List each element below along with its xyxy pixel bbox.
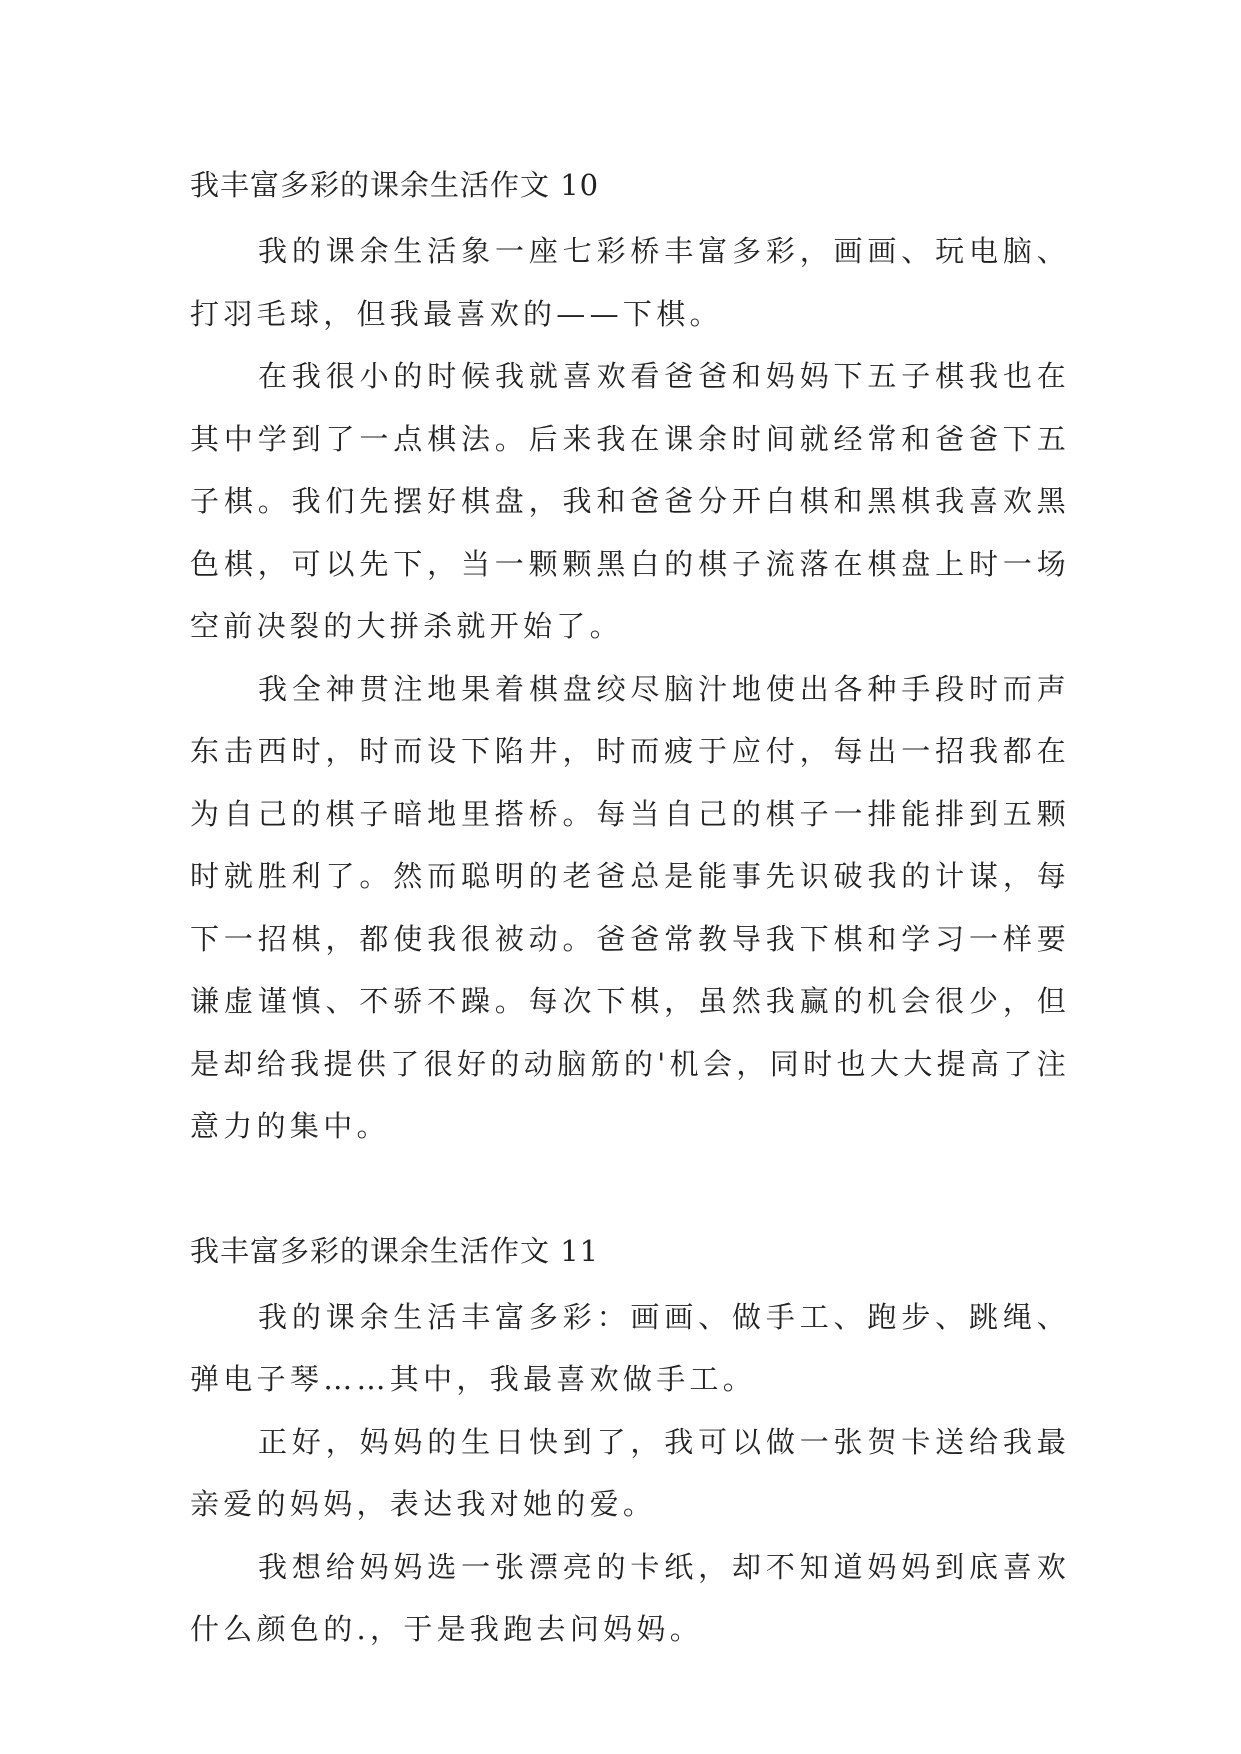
paragraph: 我全神贯注地果着棋盘绞尽脑汁地使出各种手段时而声东击西时，时而设下陷井，时而疲于应付，每出一招我都在为自己的棋子暗地里搭桥。每当自己的棋子一排能排到五颗时就胜利了。然而聪明的老爸总是能事先识破我的计谋，每下一招棋，都使我很被动。爸爸常教导我下棋和学习一样要谦虚谨慎、不骄不躁。每次下棋，虽然我赢的机会很少，但是却给我提供了很好的动脑筋的'机会，同时也大大提高了注意力的集中。	[190, 671, 1070, 1143]
essay-title: 我丰富多彩的课余生活作文 11	[190, 1233, 600, 1268]
section-divider	[190, 1158, 1070, 1216]
paragraph: 正好，妈妈的生日快到了，我可以做一张贺卡送给我最亲爱的妈妈，表达我对她的爱。	[190, 1424, 1070, 1521]
paragraph: 我想给妈妈选一张漂亮的卡纸，却不知道妈妈到底喜欢什么颜色的.，于是我跑去问妈妈。	[190, 1549, 1070, 1646]
paragraph: 我的课余生活丰富多彩：画画、做手工、跑步、跳绳、弹电子琴……其中，我最喜欢做手工。	[190, 1299, 1070, 1396]
essay-title: 我丰富多彩的课余生活作文 10	[190, 168, 600, 202]
paragraph: 在我很小的时候我就喜欢看爸爸和妈妈下五子棋我也在其中学到了一点棋法。后来我在课余时间就经常和爸爸下五子棋。我们先摆好棋盘，我和爸爸分开白棋和黑棋我喜欢黑色棋，可以先下，当一颗颗黑白的棋子流落在棋盘上时一场空前决裂的大拼杀就开始了。	[190, 359, 1070, 643]
essay-section-11	[190, 1216, 1070, 1661]
paragraph: 我的课余生活象一座七彩桥丰富多彩，画画、玩电脑、打羽毛球，但我最喜欢的——下棋。	[190, 234, 1070, 331]
document-page	[190, 150, 1070, 1661]
essay-section-10	[190, 150, 1070, 1158]
